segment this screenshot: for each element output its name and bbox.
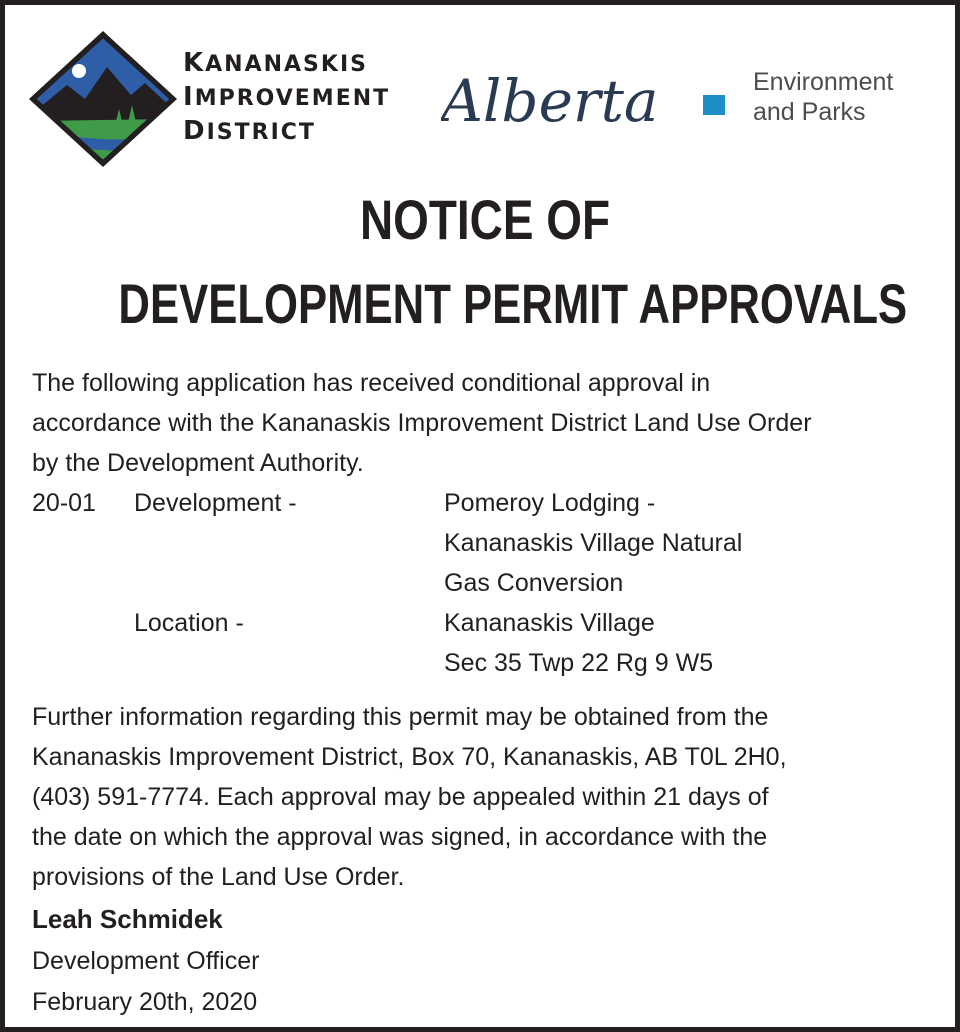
kid-name-line-2: IMPROVEMENT (183, 82, 391, 112)
location-label: Location - (134, 609, 244, 637)
mountain-lake-diamond-icon (27, 29, 179, 169)
kid-name (183, 47, 390, 149)
development-value-line: Gas Conversion (444, 569, 624, 597)
signer-name: Leah Schmidek (32, 904, 223, 934)
intro-line: accordance with the Kananaskis Improvement District Land Use Order (32, 409, 812, 437)
further-info-line: Further information regarding this permit may be obtained from the (32, 703, 769, 731)
further-info-line: provisions of the Land Use Order. (32, 863, 405, 891)
location-value-line: Kananaskis Village (444, 609, 655, 637)
development-value-line: Pomeroy Lodging - (444, 489, 656, 517)
notice-title-line-1: NOTICE OF (359, 188, 610, 251)
kid-name-line-3: DISTRICT (183, 116, 316, 146)
development-value-line: Kananaskis Village Natural (444, 529, 743, 557)
alberta-blue-mark-icon (703, 95, 725, 115)
signer-title: Development Officer (32, 947, 260, 975)
permit-details (32, 483, 947, 683)
alberta-wordmark: Alberta (441, 67, 659, 135)
alberta-logo (441, 59, 741, 139)
intro-line: The following application has received conditional approval in (32, 369, 711, 397)
intro-line: by the Development Authority. (32, 449, 364, 477)
kid-name-line-3-rest: ISTRICT (206, 120, 316, 145)
kid-name-line-2-rest: MPROVEMENT (194, 86, 391, 111)
department-name (753, 67, 893, 127)
further-info-line: Kananaskis Improvement District, Box 70, Kananaskis, AB T0L 2H0, (32, 743, 787, 771)
signature-date: February 20th, 2020 (32, 988, 258, 1016)
location-value-line: Sec 35 Twp 22 Rg 9 W5 (444, 649, 714, 677)
further-info-line: (403) 591-7774. Each approval may be appealed within 21 days of (32, 783, 769, 811)
department-line-2: and Parks (753, 98, 866, 126)
further-info-paragraph (32, 697, 947, 897)
department-line-1: Environment (753, 68, 894, 96)
kid-name-line-1: KANANASKIS (183, 48, 368, 78)
further-info-line: the date on which the approval was signed, in accordance with the (32, 823, 768, 851)
kid-name-line-1-rest: ANANASKIS (205, 52, 368, 77)
notice-title-line-2: DEVELOPMENT PERMIT APPROVALS (118, 272, 908, 335)
intro-paragraph (32, 363, 947, 483)
development-label: Development - (134, 489, 297, 517)
permit-number: 20-01 (32, 489, 96, 517)
